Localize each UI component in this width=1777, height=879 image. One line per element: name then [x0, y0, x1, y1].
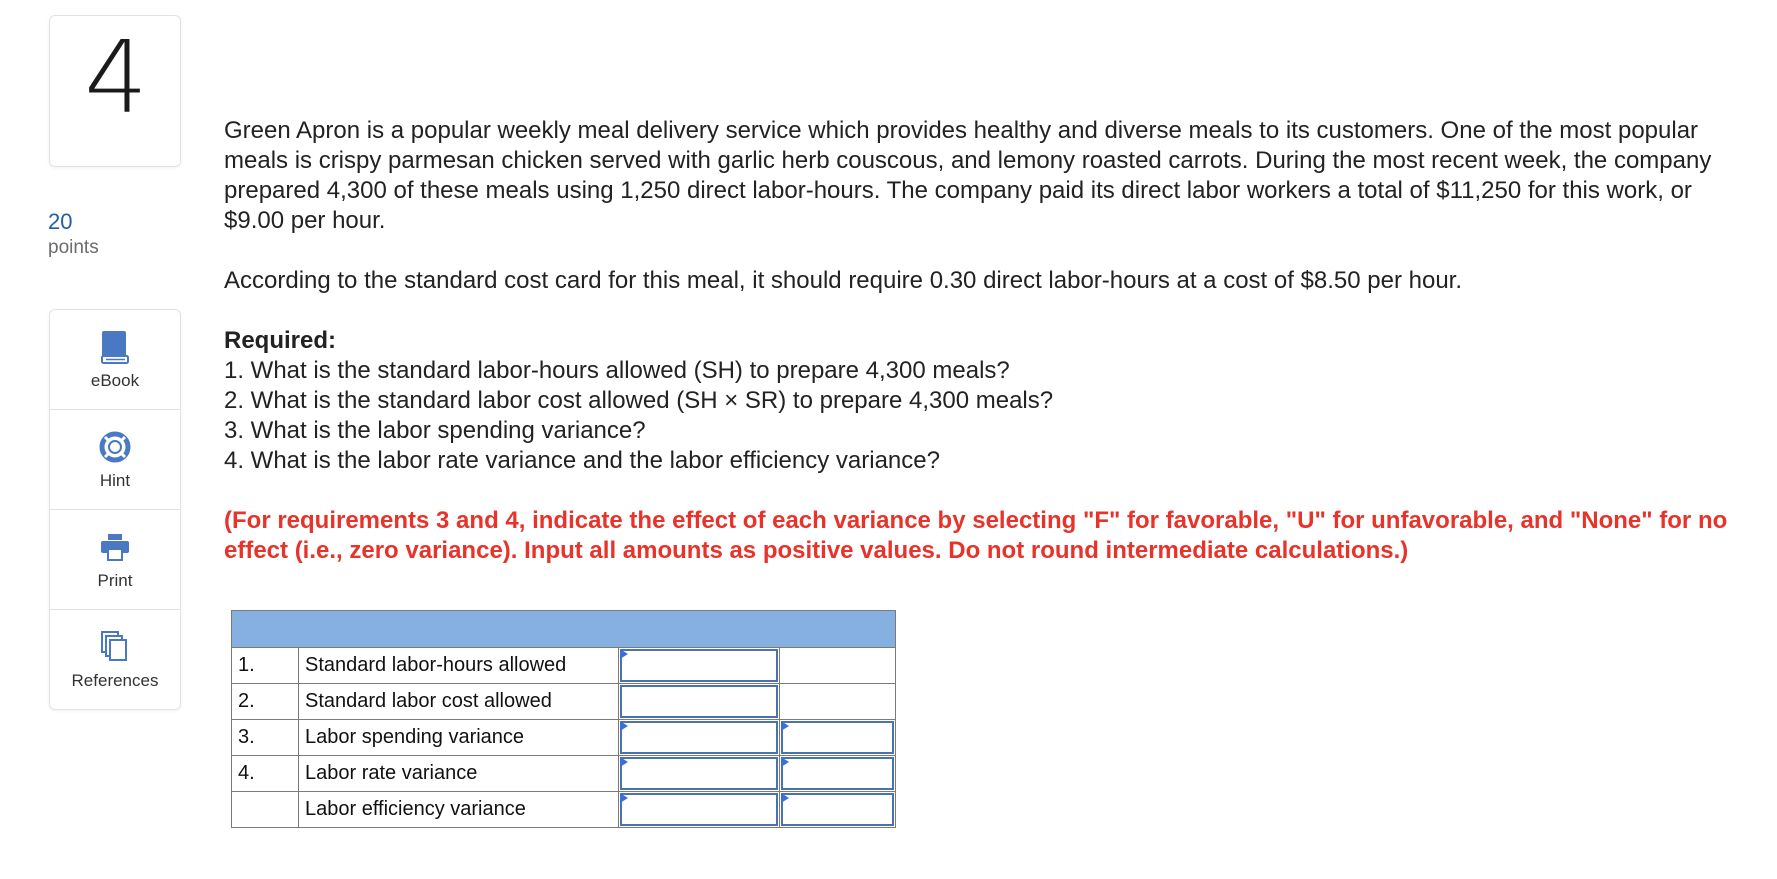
amount-cell — [619, 756, 780, 792]
amount-cell — [619, 792, 780, 828]
question-number-card — [49, 15, 181, 167]
effect-cell — [780, 720, 896, 756]
tools-panel — [49, 309, 181, 710]
printer-icon — [97, 529, 133, 565]
effect-cell — [780, 756, 896, 792]
requirement-item: 2. What is the standard labor cost allowed (SH × SR) to prepare 4,300 meals? — [224, 387, 1054, 414]
points-block — [48, 208, 99, 259]
requirement-item: 3. What is the labor spending variance? — [224, 417, 646, 444]
spending-variance-input[interactable] — [620, 721, 778, 754]
row-label: Labor efficiency variance — [299, 792, 619, 828]
table-row — [232, 792, 896, 828]
table-row — [232, 720, 896, 756]
row-number: 1. — [232, 648, 299, 684]
effect-cell-empty — [780, 684, 896, 720]
table-row — [232, 684, 896, 720]
row-label: Standard labor-hours allowed — [299, 648, 619, 684]
effect-cell-empty — [780, 648, 896, 684]
ebook-icon — [97, 329, 133, 365]
rate-variance-input[interactable] — [620, 757, 778, 790]
row-number: 4. — [232, 756, 299, 792]
hint-label: Hint — [99, 470, 131, 490]
problem-content — [224, 116, 1744, 596]
table-header-row — [232, 611, 896, 648]
requirement-item: 4. What is the labor rate variance and the labor efficiency variance? — [224, 447, 940, 474]
requirement-item: 1. What is the standard labor-hours allowed (SH) to prepare 4,300 meals? — [224, 357, 1010, 384]
row-number: 2. — [232, 684, 299, 720]
table-row — [232, 756, 896, 792]
standard-cost-input[interactable] — [620, 685, 778, 718]
row-label: Standard labor cost allowed — [299, 684, 619, 720]
answer-table — [231, 610, 896, 828]
hint-button[interactable] — [50, 410, 180, 510]
standard-hours-input[interactable] — [620, 649, 778, 682]
hint-lifebuoy-icon — [97, 429, 133, 465]
amount-cell — [619, 684, 780, 720]
print-label: Print — [97, 570, 133, 590]
points-label: points — [48, 236, 99, 258]
row-number: 3. — [232, 720, 299, 756]
references-button[interactable] — [50, 610, 180, 709]
requirements-list — [224, 356, 1744, 476]
ebook-label: eBook — [90, 370, 140, 390]
efficiency-variance-input[interactable] — [620, 793, 778, 826]
references-label: References — [71, 670, 159, 690]
efficiency-variance-effect-select[interactable] — [781, 793, 894, 826]
rate-variance-effect-select[interactable] — [781, 757, 894, 790]
required-title: Required: — [224, 327, 337, 354]
table-header — [232, 611, 896, 648]
row-label: Labor spending variance — [299, 720, 619, 756]
ebook-button[interactable] — [50, 310, 180, 410]
references-copy-icon — [97, 629, 133, 665]
row-number — [232, 792, 299, 828]
print-button[interactable] — [50, 510, 180, 610]
spending-variance-effect-select[interactable] — [781, 721, 894, 754]
problem-intro: Green Apron is a popular weekly meal delivery service which provides healthy and diverse meals to its customers. One of the most popular meals is crispy parmesan chicken served with garlic herb couscous, and lemony roasted carrots. During the most recent week, the company prepared 4,300 of these meals using 1,250 direct labor-hours. The company paid its direct labor workers a total of $11,250 for this work, or $9.00 per hour. — [224, 117, 1712, 234]
instructions-text: (For requirements 3 and 4, indicate the effect of each variance by selecting "F" for favorable, "U" for unfavorable, and "None" for no effect (i.e., zero variance). Input all amounts as positive values. Do not round intermediate calculations.) — [224, 507, 1728, 564]
effect-cell — [780, 792, 896, 828]
amount-cell — [619, 720, 780, 756]
amount-cell — [619, 648, 780, 684]
table-row — [232, 648, 896, 684]
points-value: 20 — [48, 209, 73, 234]
standard-cost-text: According to the standard cost card for this meal, it should require 0.30 direct labor-hours at a cost of $8.50 per hour. — [224, 267, 1463, 294]
row-label: Labor rate variance — [299, 756, 619, 792]
question-number: 4 — [84, 18, 146, 136]
